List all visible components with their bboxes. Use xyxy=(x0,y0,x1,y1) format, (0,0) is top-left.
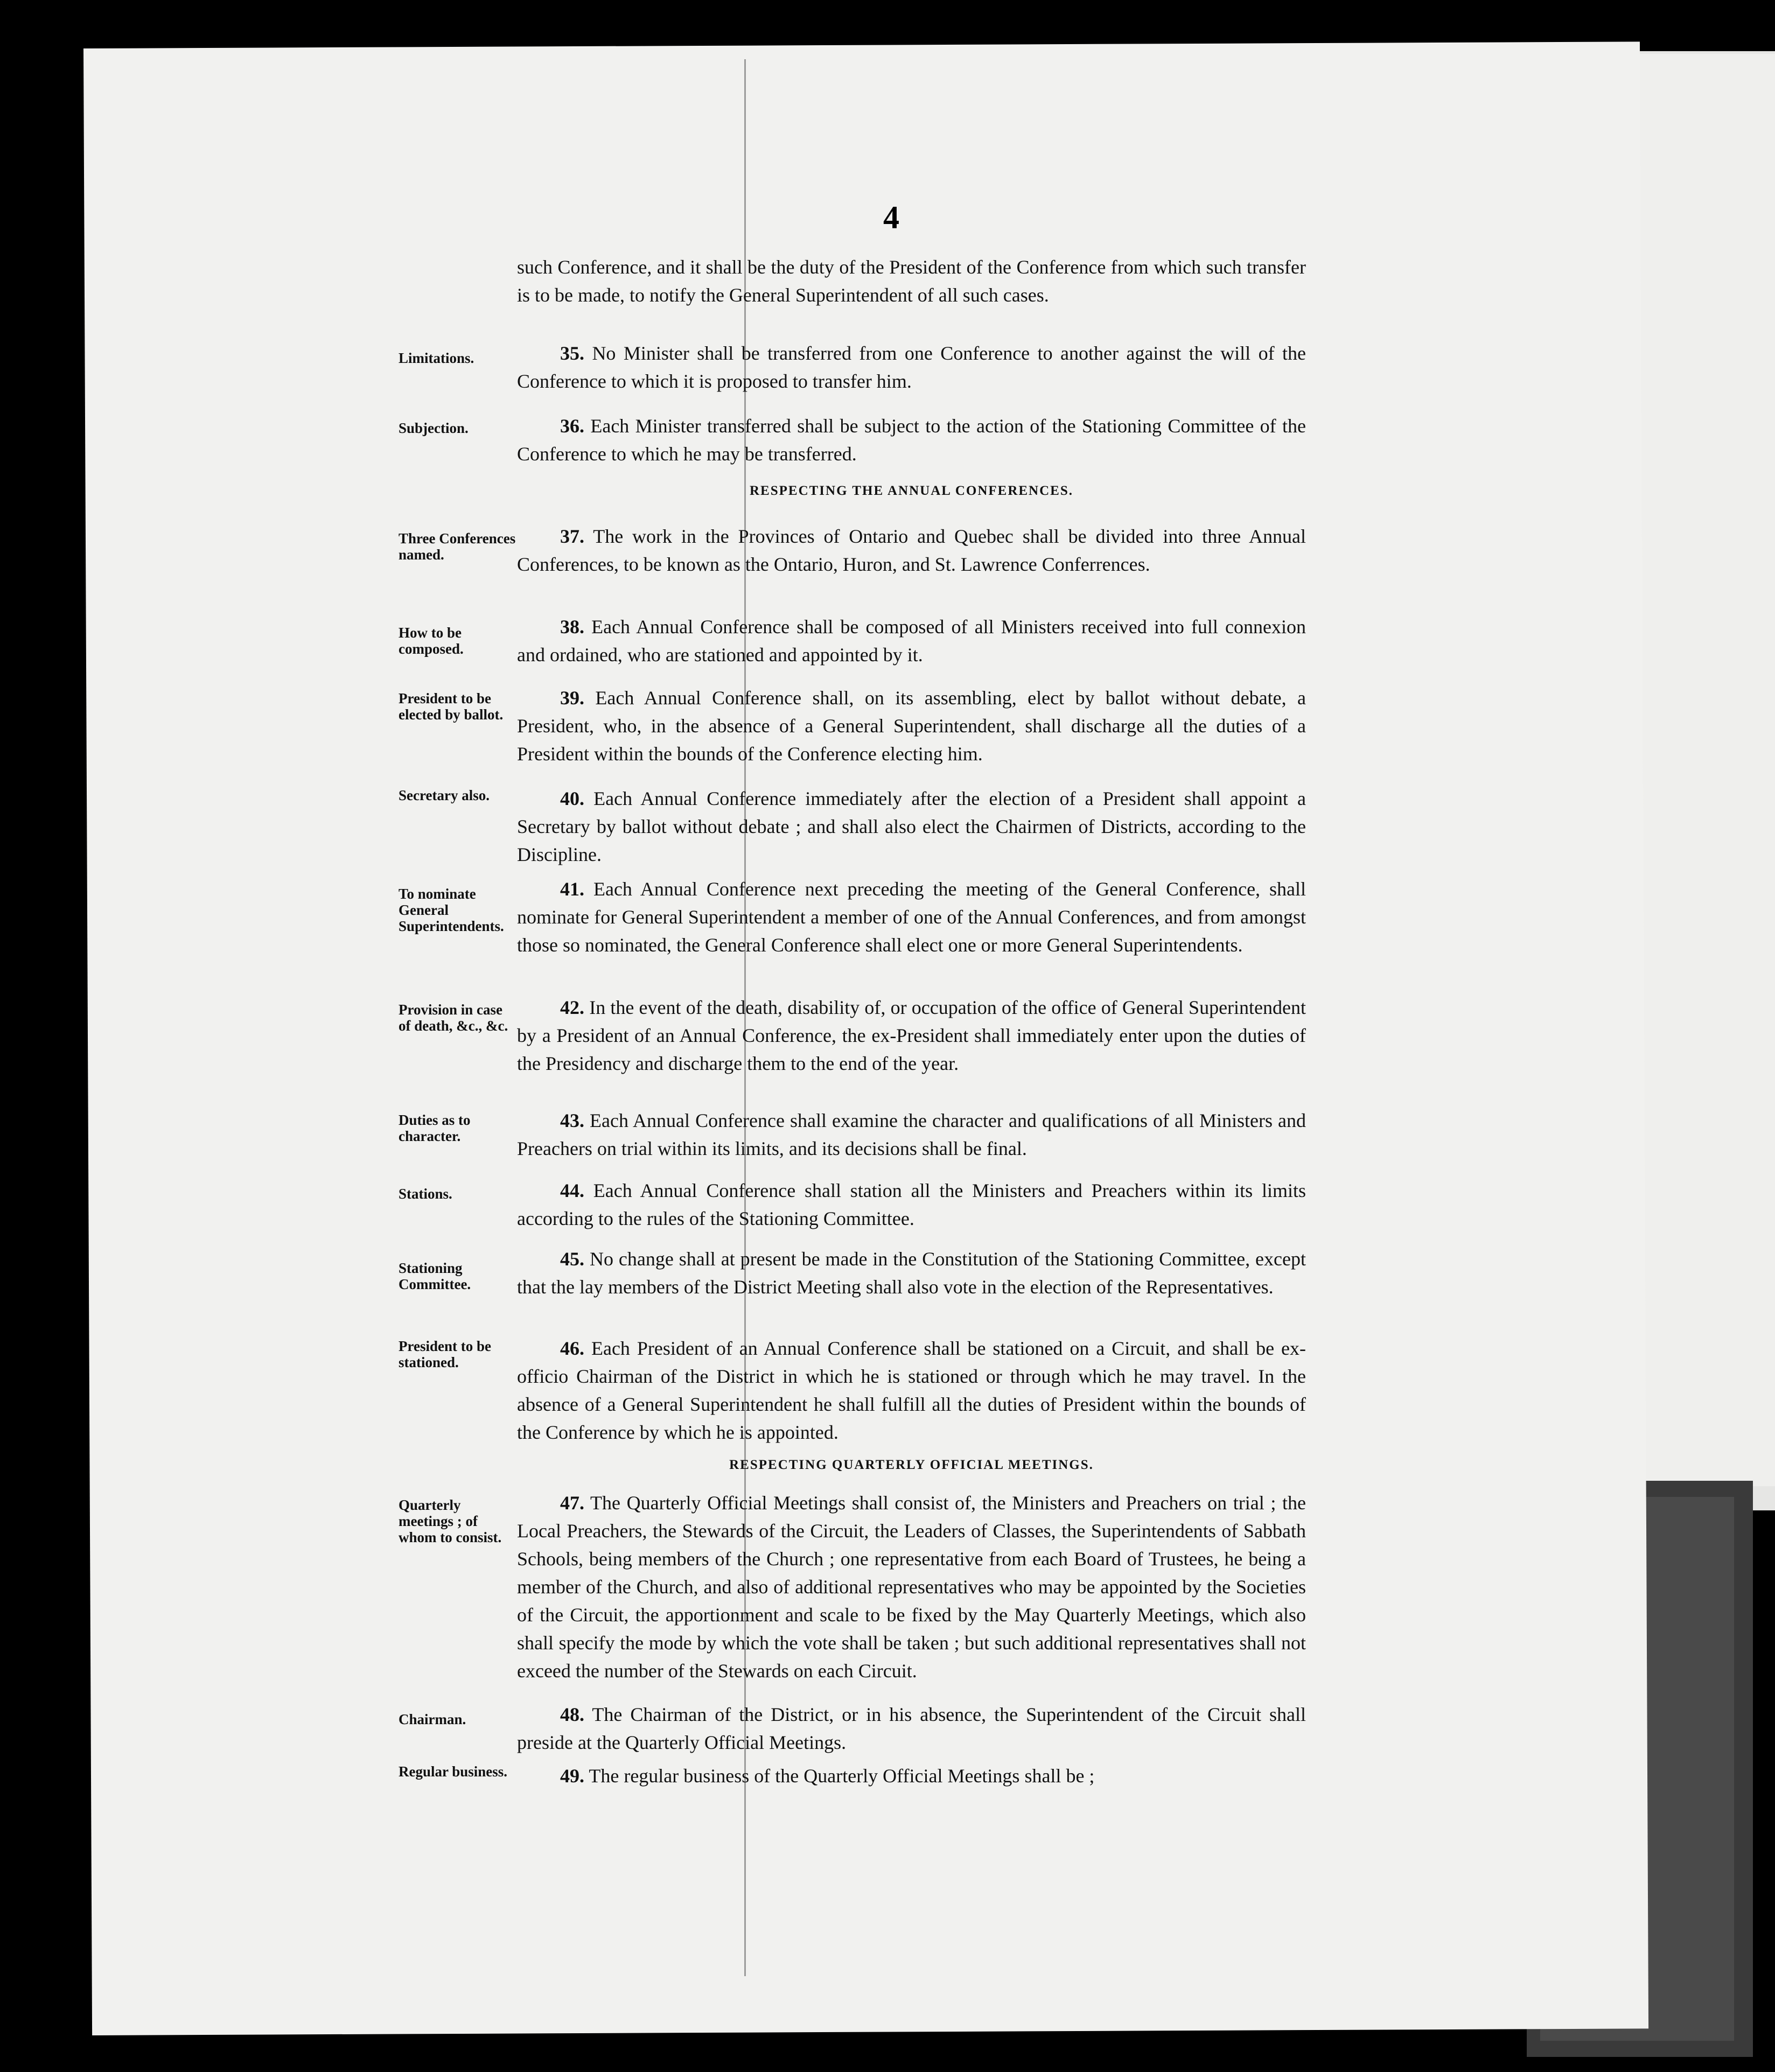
heading-annual-conferences: RESPECTING THE ANNUAL CONFERENCES. xyxy=(750,484,1073,498)
section-text: Each Annual Conference shall, on its assembling, elect by ballot without debate, a President, who, in the absence of a General Superintendent, shall discharge all the duties of a President within the bounds of the Conference electing him. xyxy=(517,687,1306,765)
section-text: The Chairman of the District, or in his absence, the Superintendent of the Circuit shall preside at the Quarterly Official Meetings. xyxy=(517,1704,1306,1753)
section-44 xyxy=(517,1177,1306,1233)
section-40 xyxy=(517,785,1306,869)
margin-note-49: Regular business. xyxy=(399,1763,508,1780)
page-number: 4 xyxy=(883,200,899,235)
section-number: 43. xyxy=(560,1110,584,1131)
section-text: No change shall at present be made in the Constitution of the Stationing Committee, except that the lay members of the District Meeting shall also vote in the election of the Representatives. xyxy=(517,1248,1306,1298)
section-number: 39. xyxy=(560,687,584,709)
margin-note-39: President to be elected by ballot. xyxy=(399,690,504,723)
section-text: Each Annual Conference shall station all the Ministers and Preachers within its limits according to the rules of the Stationing Committee. xyxy=(517,1180,1306,1229)
section-text: Each Annual Conference immediately after the election of a President shall appoint a Secretary by ballot without debate ; and shall also elect the Chairmen of Districts, according to the Discipline. xyxy=(517,788,1306,865)
section-38 xyxy=(517,613,1306,669)
section-text: The work in the Provinces of Ontario and Quebec shall be divided into three Annual Conferences, to be known as the Ontario, Huron, and St. Lawrence Conferrences. xyxy=(517,526,1306,575)
adjacent-page-right xyxy=(1637,54,1775,1486)
section-text: The Quarterly Official Meetings shall consist of, the Ministers and Preachers on trial ; the Local Preachers, the Stewards of the Circuit, the Leaders of Classes, the Superintendents of Sabbath Schools, being members of the Church ; one representative from each Board of Trustees, he being a member of the Church, and also of additional representatives who may be appointed by the Societies of the Circuit, the apportionment and scale to be fixed by the May Quarterly Meetings, which also shall specify the mode by which the vote shall be taken ; but such additional representatives shall not exceed the number of the Stewards on each Circuit. xyxy=(517,1492,1306,1682)
section-42 xyxy=(517,993,1306,1077)
section-text: Each Annual Conference next preceding the meeting of the General Conference, shall nominate for General Superintendent a member of one of the Annual Conferences, and from amongst those so nominated, the General Conference shall elect one or more General Superintendents. xyxy=(517,878,1306,956)
margin-note-44: Stations. xyxy=(399,1186,452,1202)
margin-note-46: President to be stationed. xyxy=(399,1338,491,1370)
section-number: 40. xyxy=(560,788,584,809)
section-number: 42. xyxy=(560,997,584,1018)
margin-note-41: To nominate General Superintendents. xyxy=(399,886,504,934)
section-text: Each President of an Annual Conference shall be stationed on a Circuit, and shall be ex-officio Chairman of the District in which he is stationed or through which he may travel. In the absence of a General Superintendent he shall fulfill all the duties of President within the bounds of the Conference by which he is appointed. xyxy=(517,1338,1306,1443)
section-43 xyxy=(517,1107,1306,1163)
section-text: In the event of the death, disability of, or occupation of the office of General Superintendent by a President of an Annual Conference, the ex-President shall immediately enter upon the duties of the Presidency and discharge them to the end of the year. xyxy=(517,997,1306,1074)
section-number: 38. xyxy=(560,616,584,638)
section-46 xyxy=(517,1334,1306,1446)
section-37 xyxy=(517,522,1306,578)
section-number: 37. xyxy=(560,526,584,547)
section-number: 48. xyxy=(560,1704,584,1725)
heading-quarterly-meetings: RESPECTING QUARTERLY OFFICIAL MEETINGS. xyxy=(729,1458,1094,1472)
lead-paragraph: such Conference, and it shall be the duty of the President of the Conference from which such transfer is to be made, to notify the General Superintendent of all such cases. xyxy=(517,256,1306,306)
section-text: Each Annual Conference shall examine the character and qualifications of all Ministers and Preachers on trial within its limits, and its decisions shall be final. xyxy=(517,1110,1306,1159)
section-number: 47. xyxy=(560,1492,584,1514)
section-48 xyxy=(517,1700,1306,1756)
section-45 xyxy=(517,1245,1306,1301)
section-number: 45. xyxy=(560,1248,584,1270)
section-49 xyxy=(517,1762,1306,1790)
margin-note-38: How to be composed. xyxy=(399,625,464,657)
margin-note-42: Provision in case of death, &c., &c. xyxy=(399,1002,508,1034)
section-text: Each Annual Conference shall be composed of all Ministers received into full connexion and ordained, who are stationed and appointed by it. xyxy=(517,616,1306,666)
section-text: Each Minister transferred shall be subject to the action of the Stationing Committee of the Conference to which he may be transferred. xyxy=(517,415,1306,465)
section-35 xyxy=(517,339,1306,395)
margin-note-36: Subjection. xyxy=(399,420,469,436)
margin-note-37: Three Conferences named. xyxy=(399,530,516,563)
section-47 xyxy=(517,1489,1306,1685)
section-number: 49. xyxy=(560,1765,584,1787)
margin-note-40: Secretary also. xyxy=(399,787,490,803)
section-36 xyxy=(517,412,1306,468)
section-number: 35. xyxy=(560,342,584,364)
section-number: 44. xyxy=(560,1180,584,1201)
section-number: 46. xyxy=(560,1338,584,1359)
section-text: No Minister shall be transferred from one Conference to another against the will of the Conference to which it is proposed to transfer him. xyxy=(517,342,1306,392)
section-39 xyxy=(517,684,1306,768)
section-number: 36. xyxy=(560,415,584,437)
margin-note-48: Chairman. xyxy=(399,1711,466,1727)
section-text: The regular business of the Quarterly Official Meetings shall be ; xyxy=(589,1765,1095,1787)
margin-note-47: Quarterly meetings ; of whom to consist. xyxy=(399,1497,502,1545)
margin-note-43: Duties as to character. xyxy=(399,1112,471,1144)
margin-note-45: Stationing Committee. xyxy=(399,1260,471,1292)
section-41 xyxy=(517,875,1306,959)
section-number: 41. xyxy=(560,878,584,900)
margin-note-35: Limitations. xyxy=(399,350,474,366)
